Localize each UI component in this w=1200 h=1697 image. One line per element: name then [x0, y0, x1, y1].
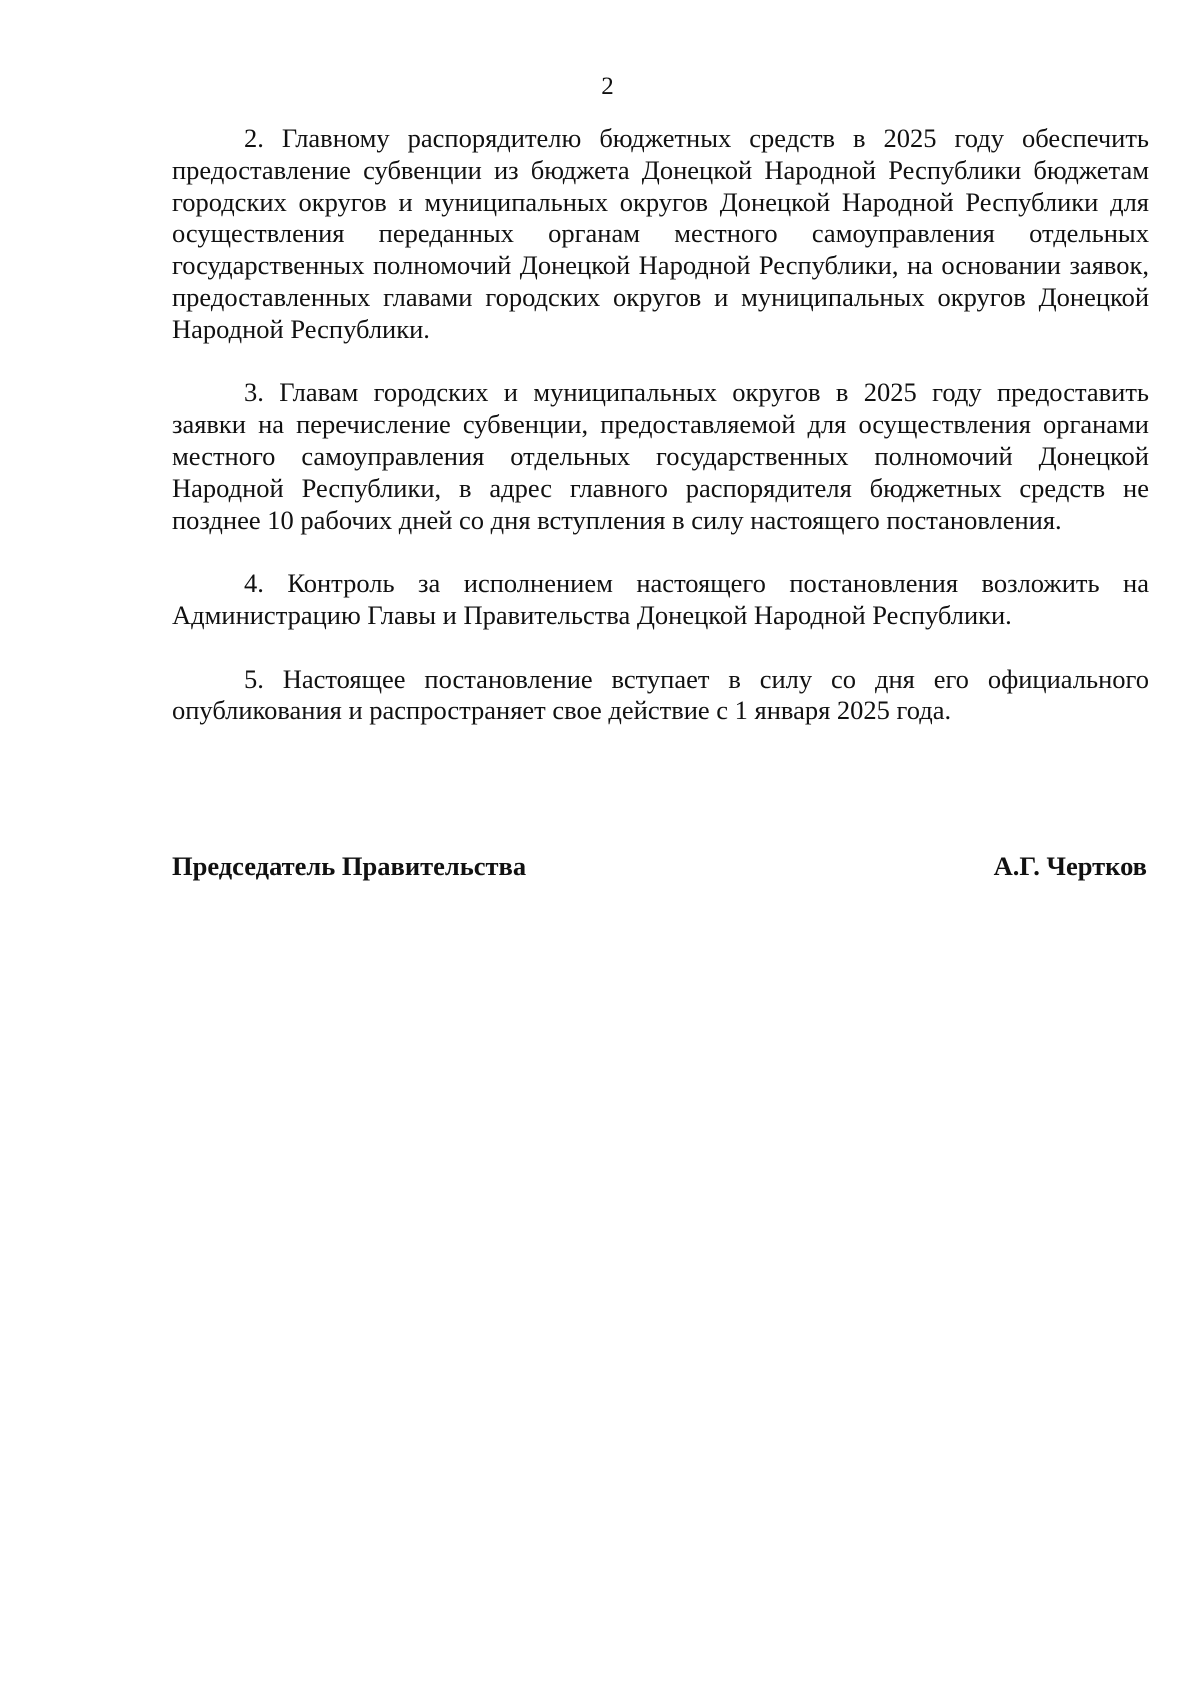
paragraph-4: 4. Контроль за исполнением настоящего постановления возложить на Администрацию Главы и Правительства Донецкой Народной Республики. — [172, 568, 1149, 630]
paragraph-2: 2. Главному распорядителю бюджетных средств в 2025 году обеспечить предоставление субвенции из бюджета Донецкой Народной Республики бюджетам городских округов и муниципальных округов Донецкой Народной Республики для осуществления переданных органам местного самоуправления отдельных государственных полномочий Донецкой Народной Республики, на основании заявок, предоставленных главами городских округов и муниципальных округов Донецкой Народной Республики. — [172, 123, 1149, 344]
paragraph-3: 3. Главам городских и муниципальных округов в 2025 году предоставить заявки на перечисление субвенции, предоставляемой для осуществления органами местного самоуправления отдельных государственных полномочий Донецкой Народной Республики, в адрес главного распорядителя бюджетных средств не позднее 10 рабочих дней со дня вступления в силу настоящего постановления. — [172, 377, 1149, 535]
page-number: 2 — [601, 73, 614, 100]
signatory-position: Председатель Правительства — [172, 851, 527, 881]
signatory-name: А.Г. Чертков — [993, 851, 1147, 881]
paragraph-5: 5. Настоящее постановление вступает в силу со дня его официального опубликования и распространяет свое действие с 1 января 2025 года. — [172, 663, 1149, 726]
signature-block — [172, 850, 1147, 882]
document-body — [172, 123, 1149, 727]
